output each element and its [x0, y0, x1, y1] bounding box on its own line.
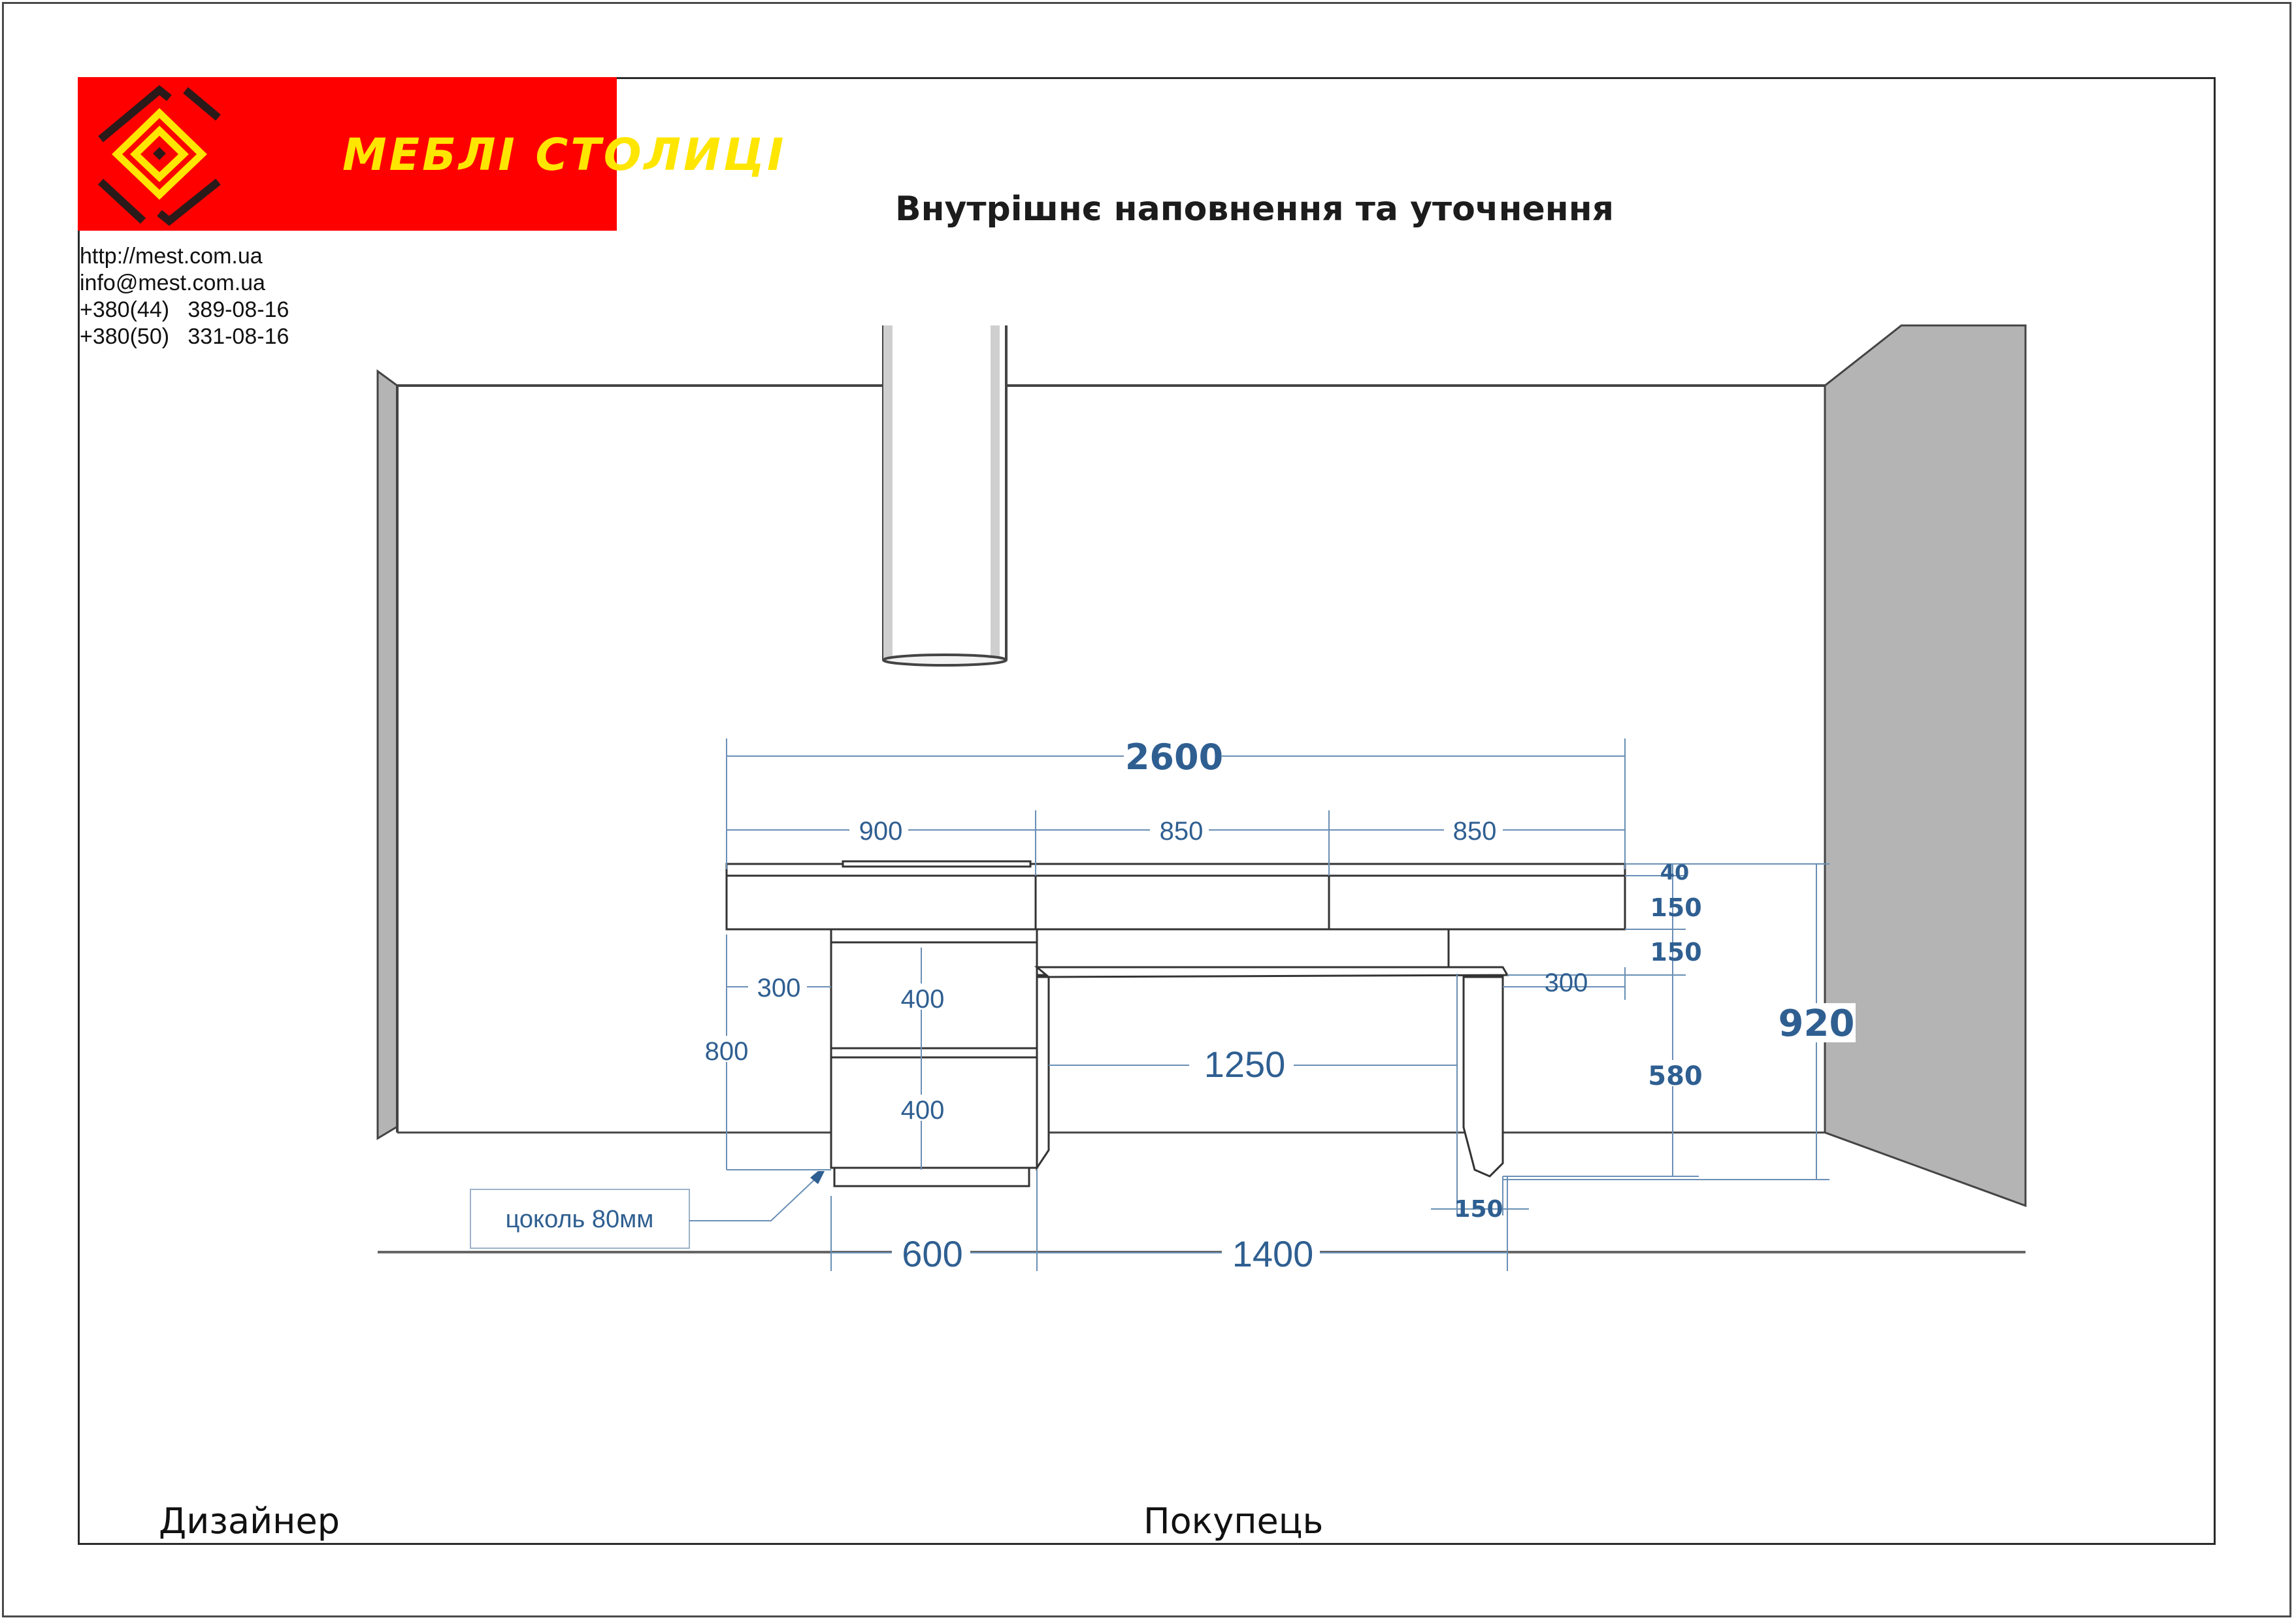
- dim-section-1: 900: [859, 817, 903, 846]
- dim-total-width: 2600: [1124, 737, 1224, 778]
- tabletop: [727, 864, 1625, 929]
- room-walls: [378, 325, 2025, 1252]
- buyer-signature-label: Покупець: [1143, 1500, 1324, 1542]
- designer-signature-label: Дизайнер: [159, 1500, 340, 1542]
- website-link[interactable]: http://mest.com.ua: [80, 244, 263, 269]
- dim-desk-span: 1250: [1204, 1044, 1286, 1085]
- phone-2: +380(50) 331-08-16: [80, 324, 289, 349]
- dim-total-height: 920: [1778, 1002, 1855, 1045]
- dim-leg-width: 150: [1454, 1196, 1503, 1223]
- dim-top-thickness: 40: [1660, 860, 1690, 885]
- dimension-labels: [506, 735, 1856, 1274]
- email-link[interactable]: info@mest.com.ua: [80, 271, 265, 295]
- desk-right-leg: [1464, 977, 1503, 1176]
- dim-desk-width: 1400: [1232, 1233, 1314, 1274]
- plinth: [834, 1168, 1029, 1186]
- plinth-note: цоколь 80мм: [505, 1206, 654, 1233]
- dim-right-overhang: 300: [1544, 968, 1588, 997]
- dim-cabinet-height: 800: [704, 1037, 749, 1066]
- dim-cabinet-width: 600: [902, 1233, 963, 1274]
- dim-upper-drawer: 150: [1650, 893, 1702, 922]
- dim-drawer-lower: 400: [900, 1096, 945, 1125]
- dim-gap-under-top: 150: [1650, 938, 1702, 967]
- desk-left-leg: [1037, 977, 1049, 1168]
- dim-leg-height: 580: [1648, 1061, 1703, 1091]
- brand-name: МЕБЛІ СТОЛИЦІ: [342, 129, 787, 181]
- page-title: Внутрішнє наповнення та уточнення: [894, 190, 1615, 229]
- ceiling-duct: [883, 325, 1006, 665]
- right-wall: [1825, 325, 2025, 1206]
- dim-section-2: 850: [1159, 817, 1204, 846]
- dim-section-3: 850: [1452, 817, 1497, 846]
- desk-top-lower: [1037, 967, 1507, 977]
- phone-1: +380(44) 389-08-16: [80, 297, 289, 322]
- dim-left-overhang: 300: [757, 974, 801, 1002]
- dim-drawer-upper: 400: [900, 985, 945, 1014]
- desk-furniture: [727, 861, 1625, 1186]
- left-wall: [378, 371, 397, 1138]
